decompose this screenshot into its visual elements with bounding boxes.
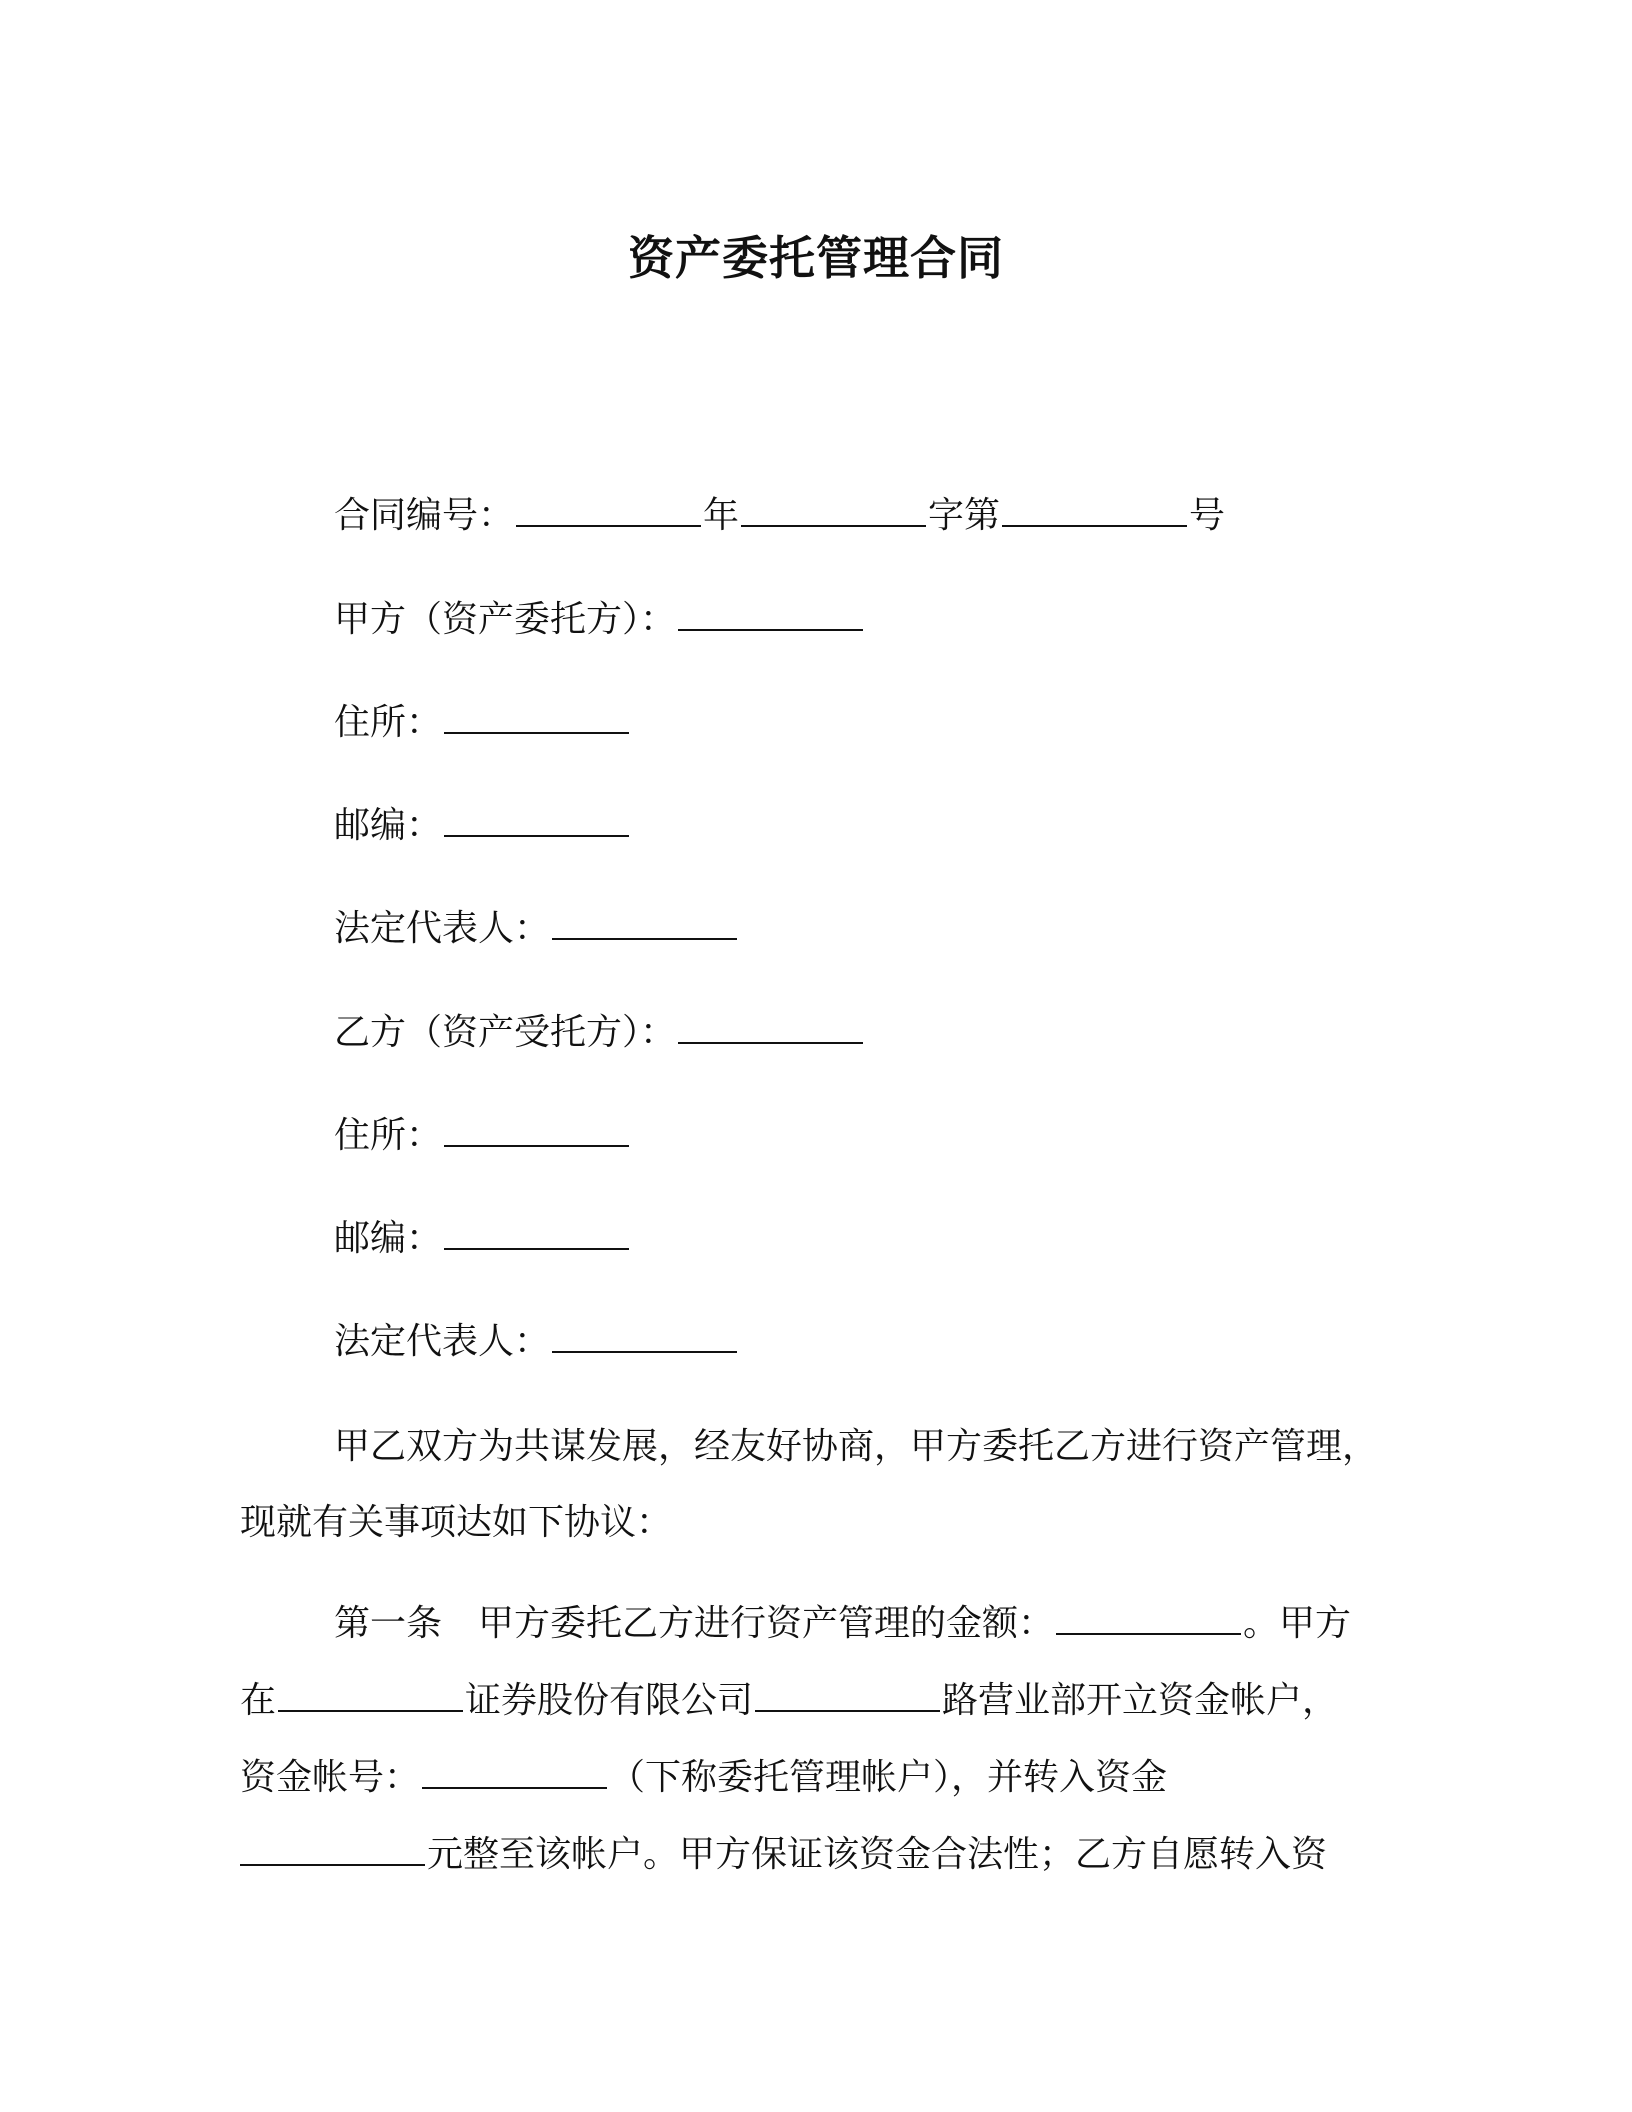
party-b-address-label: 住所： (334, 1115, 443, 1156)
contract-number-line (334, 494, 1225, 538)
article-1-line-2 (240, 1679, 1338, 1723)
document-title: 资产委托管理合同 (628, 231, 1004, 285)
party-a-address-label: 住所： (334, 702, 443, 743)
party-b-address-line (334, 1114, 631, 1158)
contract-zi-blank (741, 495, 926, 527)
party-a-blank (678, 599, 863, 631)
party-b-postcode-label: 邮编： (334, 1218, 443, 1259)
party-b-label: 乙方（资产受托方）： (334, 1012, 677, 1053)
party-b-address-blank (444, 1115, 629, 1147)
fund-account-blank (422, 1757, 607, 1789)
article-1-line-3-text: 资金帐号： (240, 1757, 421, 1798)
branch-road-blank (755, 1680, 940, 1712)
hao-label: 号 (1189, 495, 1226, 536)
article-1-line-2-tail: 路营业部开立资金帐户， (942, 1680, 1339, 1721)
party-b-legal-rep-line (334, 1320, 739, 1364)
article-1-line-4 (240, 1833, 1327, 1877)
party-b-line (334, 1011, 865, 1055)
preamble-line-2: 现就有关事项达如下协议： (240, 1502, 673, 1543)
article-1-line-1 (334, 1602, 1351, 1646)
party-b-postcode-blank (444, 1218, 629, 1250)
party-b-blank (678, 1012, 863, 1044)
party-a-label: 甲方（资产委托方）： (334, 599, 677, 640)
fund-amount-blank (240, 1834, 425, 1866)
article-1-line-4-text: 元整至该帐户。甲方保证该资金合法性；乙方自愿转入资 (427, 1834, 1328, 1875)
zi-di-label: 字第 (928, 495, 1001, 536)
contract-number-label: 合同编号： (334, 495, 515, 536)
article-1-line-2-text: 在 (240, 1680, 277, 1721)
article-1-line-2-company: 证券股份有限公司 (465, 1680, 754, 1721)
party-a-address-line (334, 701, 631, 745)
party-a-postcode-label: 邮编： (334, 805, 443, 846)
article-1-amount-blank (1056, 1603, 1241, 1635)
preamble-line-1: 甲乙双方为共谋发展，经友好协商，甲方委托乙方进行资产管理， (334, 1426, 1379, 1467)
contract-hao-blank (1002, 495, 1187, 527)
securities-company-blank (278, 1680, 463, 1712)
party-b-postcode-line (334, 1217, 631, 1261)
party-a-legal-rep-label: 法定代表人： (334, 908, 551, 949)
article-1-line-1-tail: 。甲方 (1243, 1603, 1352, 1644)
party-b-legal-rep-label: 法定代表人： (334, 1321, 551, 1362)
party-b-legal-rep-blank (552, 1321, 737, 1353)
year-label: 年 (703, 495, 740, 536)
contract-year-blank (516, 495, 701, 527)
article-1-line-1-text: 第一条 甲方委托乙方进行资产管理的金额： (334, 1603, 1055, 1644)
party-a-postcode-line (334, 804, 631, 848)
party-a-legal-rep-line (334, 907, 739, 951)
party-a-address-blank (444, 702, 629, 734)
article-1-line-3-tail: （下称委托管理帐户），并转入资金 (609, 1757, 1168, 1798)
party-a-line (334, 598, 865, 642)
party-a-legal-rep-blank (552, 908, 737, 940)
article-1-line-3 (240, 1756, 1167, 1800)
party-a-postcode-blank (444, 805, 629, 837)
